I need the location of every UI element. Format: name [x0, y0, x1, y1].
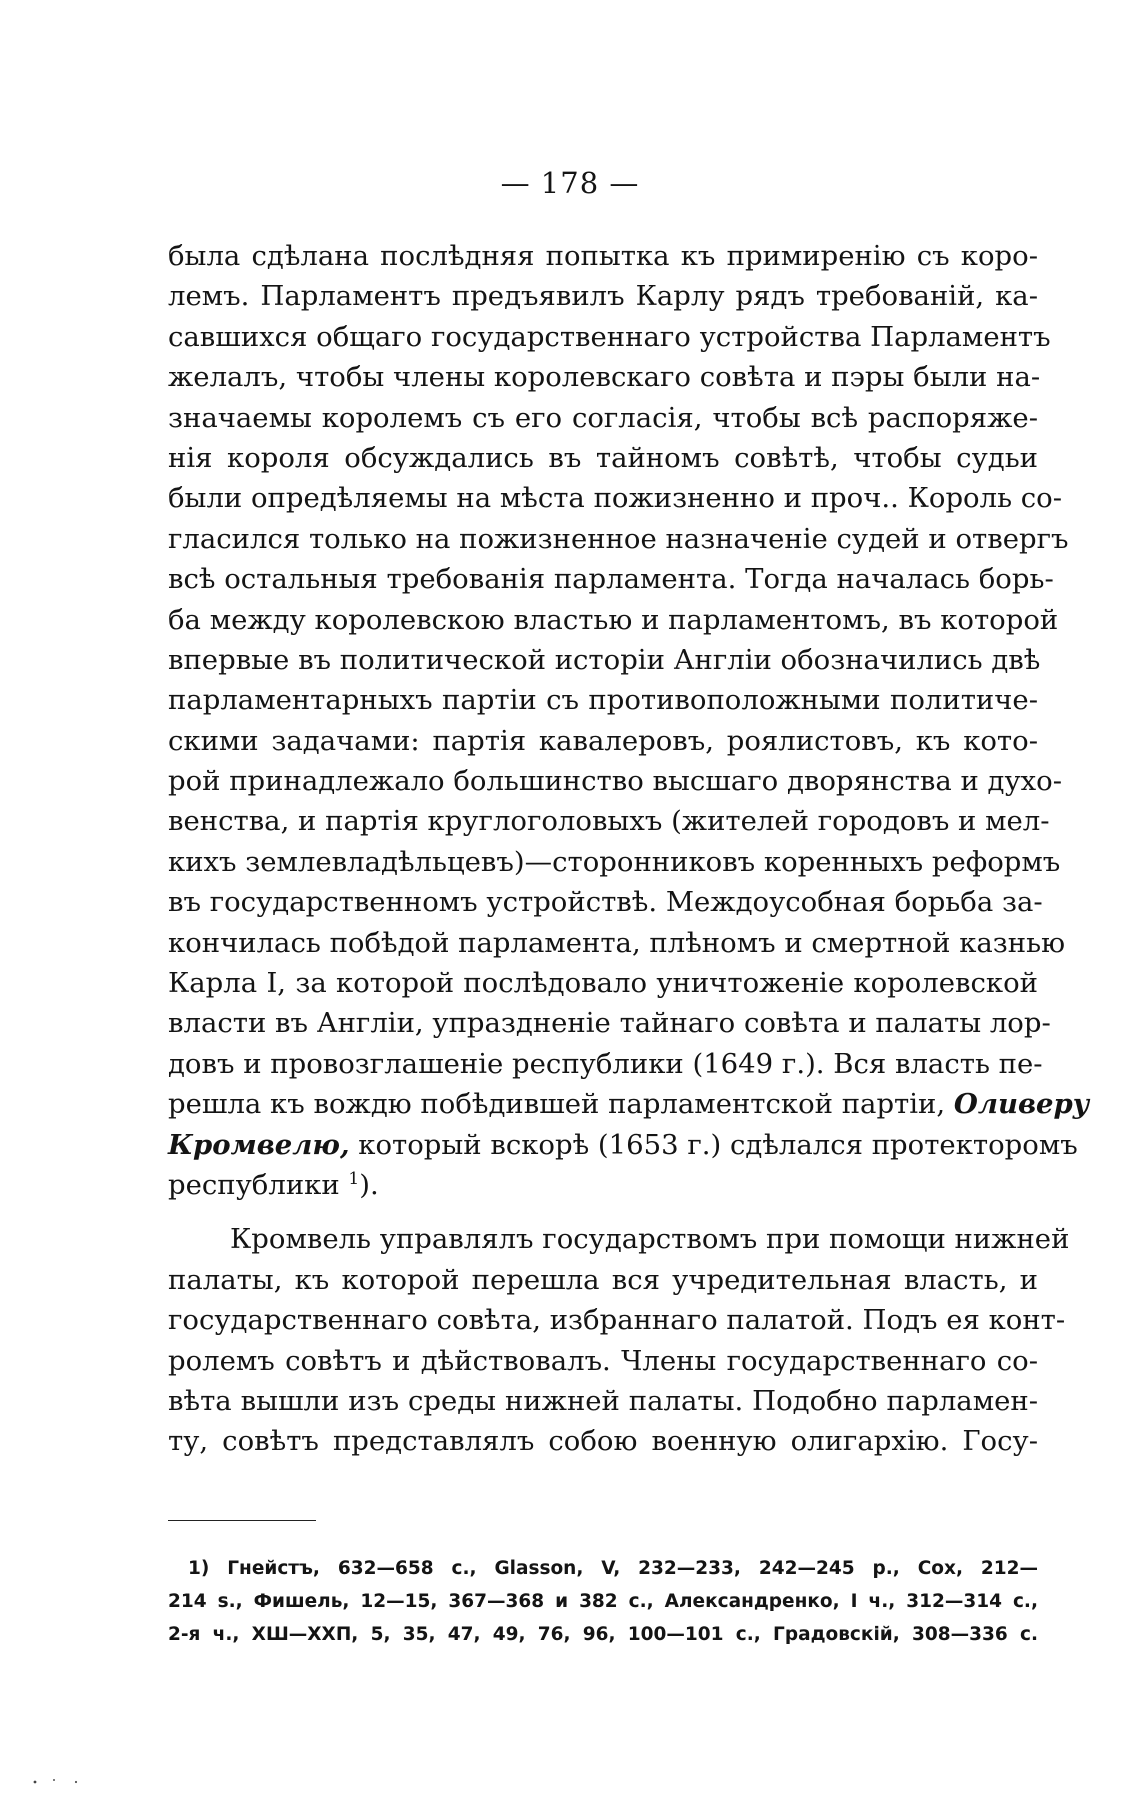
text-line: кихъ землевладѣльцевъ)—сторонниковъ коренныхъ реформъ [168, 845, 1061, 878]
footnote [168, 1552, 1038, 1651]
text-segment: ). [359, 1168, 379, 1201]
emphasized-name: Кромвелю, [168, 1128, 350, 1161]
text-line: ролемъ совѣтъ и дѣйствовалъ. Члены государственнаго со- [168, 1344, 1038, 1377]
text-line: была сдѣлана послѣдняя попытка къ примиренію съ коро- [168, 240, 1038, 272]
text-line: впервые въ политической исторіи Англіи обозначились двѣ [168, 643, 1041, 676]
text-line: палаты, къ которой перешла вся учредительная власть, и [168, 1263, 1038, 1296]
text-segment: решла къ вождю побѣдившей парламентской партіи, [168, 1088, 946, 1121]
text-line: ба между королевскою властью и парламентомъ, въ которой [168, 603, 1059, 636]
footnote-line: 214 s., Фишель, 12—15, 367—368 и 382 с., Александренко, I ч., 312—314 с., [168, 1591, 1038, 1612]
footnote-line: 1) Гнейстъ, 632—658 с., Glasson, V, 232—233, 242—245 р., Cox, 212— [188, 1558, 1038, 1579]
text-line: кончилась побѣдой парламента, плѣномъ и смертной казнью [168, 926, 1066, 959]
footnote-line: 2-я ч., ХШ—ХХП, 5, 35, 47, 49, 76, 96, 100—101 с., Градовскій, 308—336 с. [168, 1624, 1038, 1645]
text-line [168, 1125, 1078, 1165]
footnote-divider [168, 1520, 316, 1521]
text-line: венства, и партія круглоголовыхъ (жителей городовъ и мел- [168, 805, 1050, 838]
main-text [168, 236, 1090, 1462]
text-line: желалъ, чтобы члены королевскаго совѣта и пэры были на- [168, 361, 1041, 394]
text-line: парламентарныхъ партіи съ противоположными политиче- [168, 684, 1038, 717]
text-line: значаемы королемъ съ его согласія, чтобы всѣ распоряже- [168, 401, 1038, 434]
text-line: государственнаго совѣта, избраннаго палатой. Подъ ея конт- [168, 1304, 1066, 1337]
text-line: власти въ Англіи, упраздненіе тайнаго совѣта и палаты лор- [168, 1007, 1051, 1040]
text-line: были опредѣляемы на мѣста пожизненно и проч.. Король со- [168, 482, 1063, 515]
text-line [168, 1084, 1090, 1124]
text-line: въ государственномъ устройствѣ. Междоусобная борьба за- [168, 886, 1043, 919]
paragraph-2 [168, 1219, 1070, 1461]
text-segment: республики [168, 1168, 340, 1201]
page-number: — 178 — [500, 166, 640, 200]
text-line: лемъ. Парламентъ предъявилъ Карлу рядъ требованій, ка- [168, 280, 1038, 313]
text-line: ту, совѣтъ представлялъ собою военную олигархію. Госу- [168, 1425, 1038, 1458]
text-line: довъ и провозглашеніе республики (1649 г.). Вся власть пе- [168, 1047, 1043, 1080]
text-line: рой принадлежало большинство высшаго дворянства и духо- [168, 765, 1062, 798]
paragraph-1 [168, 236, 1090, 1205]
footnote-marker: 1 [348, 1168, 360, 1189]
text-line: нія короля обсуждались въ тайномъ совѣтѣ, чтобы судьи [168, 441, 1038, 474]
text-line [168, 1165, 1038, 1205]
text-line: Карла I, за которой послѣдовало уничтоженіе королевской [168, 967, 1038, 1000]
text-segment: который вскорѣ (1653 г.) сдѣлался протекторомъ [358, 1128, 1078, 1161]
text-line: Кромвель управлялъ государствомъ при помощи нижней [230, 1223, 1070, 1256]
text-line: савшихся общаго государственнаго устройства Парламентъ [168, 320, 1051, 353]
emphasized-name: Оливеру [953, 1088, 1090, 1121]
scan-specks [32, 1776, 92, 1786]
text-line: гласился только на пожизненное назначеніе судей и отвергъ [168, 522, 1069, 555]
text-line: скими задачами: партія кавалеровъ, роялистовъ, къ кото- [168, 724, 1038, 757]
text-line: вѣта вышли изъ среды нижней палаты. Подобно парламен- [168, 1384, 1038, 1417]
text-line: всѣ остальныя требованія парламента. Тогда началась борь- [168, 563, 1054, 596]
